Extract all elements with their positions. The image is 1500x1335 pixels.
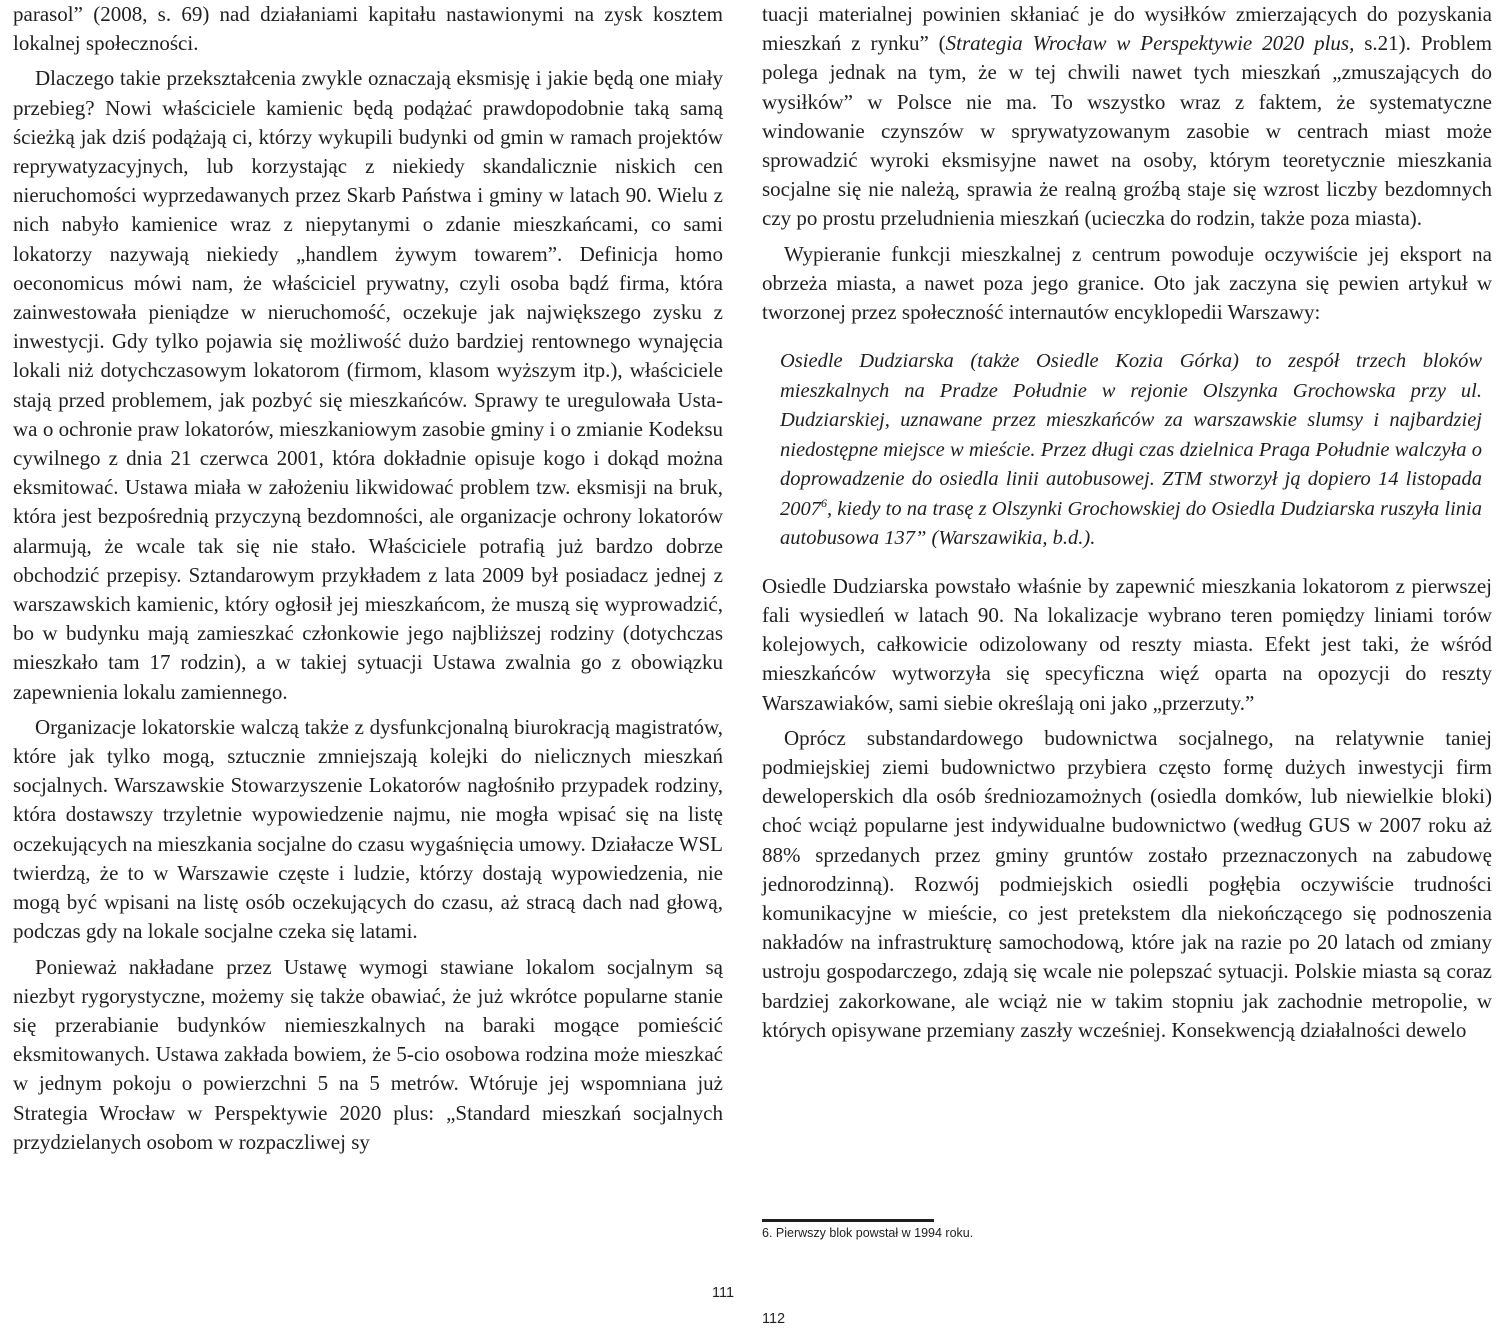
paragraph: parasol” (2008, s. 69) nad działaniami kapitału nastawionymi na zysk kosztem lokalnej społeczności. bbox=[13, 2, 723, 56]
block-quote bbox=[780, 347, 1482, 554]
paragraph bbox=[762, 0, 1492, 234]
paragraph: Organizacje lokatorskie walczą także z dysfunkcjonalną biurokracją magistratów, które jak tylko mogą, sztucznie zmniejszają kolejki do nielicznych mieszkań socjalnych. Warszawskie Stowarzyszenie Lokatorów nagłośniło przypadek rodziny, która dostawszy trzyletnie wypowiedzenie najmu, nie mogła wpisać się na listę oczekujących na mieszkania socjalne do czasu wygaśnięcia umowy. Działacze WSL twierdzą, że to w Warszawie częste i ludzie, którzy dostają wypowiedzenia, nie mogą być wpisani na listę osób oczekujących do czasu, aż stracą dach nad głową, podczas gdy na lokale socjalne czeka się latami. bbox=[13, 714, 723, 944]
right-page-column bbox=[762, 0, 1492, 1051]
left-page-column bbox=[13, 0, 723, 1163]
paragraph: Oprócz substandardowego budownictwa socjalnego, na relatywnie taniej podmiejskiej ziemi budownictwo przybiera często formę dużych inwestycji firm deweloperskich dla osób średniozamożnych (osiedla domków, lub niewielkie bloki) choć wciąż popularne jest indywidualne budownictwo (według GUS w 2007 roku aż 88% sprzedanych przez gminy gruntów zostało przeznaczonych na zabudowę jednorodzinną). Rozwój podmiejskich osiedli pogłębia oczywiście trudności komunikacyjne w mieście, co jest pretekstem dla niekończącego się podnoszenia nakładów na infrastrukturę samochodową, które jak na razie po 20 latach od zmiany ustroju gospodarczego, zdają się wcale nie polepszać sytuacji. Polskie miasta są coraz bardziej zakorkowane, ale wciąż nie w takim stopniu jak zachodnie metropolie, w których opisywane przemiany zaszły wcześniej. Konsekwencją działalności dewelo bbox=[762, 725, 1492, 1042]
footnote-reference[interactable]: 6 bbox=[821, 495, 827, 510]
footnote: 6. Pierwszy blok powstał w 1994 roku. bbox=[762, 1226, 974, 1240]
paragraph: Dlaczego takie przekształcenia zwykle oznaczają eksmisję i jakie będą one miały przebieg? Nowi właściciele kamienic będą podążać prawdopodobnie taką samą ścieżką jak dziś podążają ci, którzy wykupili budynki od gmin w ramach projektów reprywatyzacyjnych, lub korzystając z niekiedy skandalicznie niskich cen nieruchomości wyprzedawanych przez Skarb Państwa i gminy w latach 90. Wielu z nich nabyło kamienice wraz z niepytanymi o zdanie mieszkańcami, co sami lokatorzy nazywają niekiedy „handlem żywym towarem”. Definicja homo oeconomicus mówi nam, że właściciel prywatny, czyli osoba bądź firma, która zainwestowała pieniądze w nieruchomość, oczekuje jak największego zysku z inwestycji. Gdy tylko pojawia się możliwość dużo bardziej rentownego wynajęcia lokali niż dotychczasowym lokatorom (firmom, klasom wyższym itp.), właściciele stają przed problemem, jak pozbyć się mieszkańców. Sprawy te uregulowała Ustawa o ochronie praw lokatorów, mieszkaniowym zasobie gminy i o zmianie Kodeksu cywilnego z dnia 21 czerwca 2001, która dokładnie opisuje kogo i dokąd można eksmitować. Ustawa miała w założeniu likwidować problem tzw. eksmisji na bruk, która jest bezpośrednią przyczyną bezdomności, ale organizacje ochrony lokatorów alarmują, że wcale tak się nie stało. Właściciele potrafią już bardzo dobrze obchodzić przepisy. Sztandarowym przykładem z lata 2009 był posiadacz jednej z warszawskich kamienic, który ogłosił jej mieszkańcom, że muszą się wyprowadzić, bo w budynku mają zamieszkać członkowie jego najbliższej rodziny (dotychczas mieszkało tam 17 rodzin), a w takiej sytuacji Ustawa zwalnia go z obowiązku zapewnienia lokalu zamiennego. bbox=[13, 66, 723, 704]
paragraph: Osiedle Dudziarska powstało właśnie by zapewnić mieszkania lokatorom z pierwszej fali wysiedleń w latach 90. Na lokalizacje wybrano teren pomiędzy liniami torów kolejowych, całkowicie odizolowany od reszty miasta. Efekt jest taki, że wśród mieszkańców wytworzyła się specyficzna więź oparta na opozycji do reszty Warszawiaków, sami siebie określają oni jako „przerzuty.” bbox=[762, 573, 1492, 715]
page-number-right: 112 bbox=[762, 1311, 786, 1327]
citation-title: Strategia Wrocław w Perspektywie 2020 plus, bbox=[945, 31, 1355, 56]
paragraph-text: s.21). Problem polega jednak na tym, że w tej chwili nawet tych mieszkań „zmuszających do wysiłków” w Polsce nie ma. To wszystko wraz z faktem, że systematyczne windowanie czynszów w sprywatyzowanym zasobie w centrach miast może sprowadzić wyroki eksmisyjne nawet na osoby, którym teoretycznie mieszkania socjalne się nie należą, sprawia że realną groźbą staje się wzrost liczby bezdomnych czy po prostu przeludnienia mieszkań (ucieczka do rodzin, także poza miasta). bbox=[762, 31, 1492, 231]
page-number-left: 111 bbox=[712, 1285, 735, 1301]
quote-text: , kiedy to na trasę z Olszynki Grochowskiej do Osiedla Dudziarska ruszyła linia autobusowa 137” (Warszawikia, b.d.). bbox=[780, 497, 1482, 550]
paragraph: Wypieranie funkcji mieszkalnej z centrum powoduje oczywiście jej eksport na obrzeża miasta, a nawet poza jego granice. Oto jak zaczyna się pewien artykuł w tworzonej przez społeczność internautów encyklopedii Warszawy: bbox=[762, 241, 1492, 325]
paragraph: Ponieważ nakładane przez Ustawę wymogi stawiane lokalom socjalnym są niezbyt rygorystyczne, możemy się także obawiać, że już wkrótce popularne stanie się przerabianie budynków niemieszkalnych na baraki mogące pomieścić eksmitowanych. Ustawa zakłada bowiem, że 5-cio osobowa rodzina może mieszkać w jednym pokoju o powierzchni 5 na 5 metrów. Wtóruje jej wspomniana już Strategia Wrocław w Perspektywie 2020 plus: „Standard mieszkań socjalnych przydzielanych osobom w rozpaczliwej sy bbox=[13, 954, 723, 1154]
quote-text: Osiedle Dudziarska (także Osiedle Kozia Górka) to zespół trzech bloków mieszkalnych na Pradze Południe w rejonie Olszynka Grochowska przy ul. Dudziarskiej, uznawane przez mieszkańców za warszawskie slumsy i najbardziej niedostępne miejsce w mieście. Przez długi czas dzielnica Praga Południe walczyła o doprowadzenie do osiedla linii autobusowej. ZTM stworzył ją dopiero 14 listopada 2007 bbox=[780, 350, 1482, 520]
paragraph-text: tuacji materialnej powinien skłaniać je do wysiłków zmierzających do pozyskania mieszkań z rynku” ( bbox=[762, 2, 1492, 56]
footnote-divider bbox=[762, 1219, 934, 1222]
